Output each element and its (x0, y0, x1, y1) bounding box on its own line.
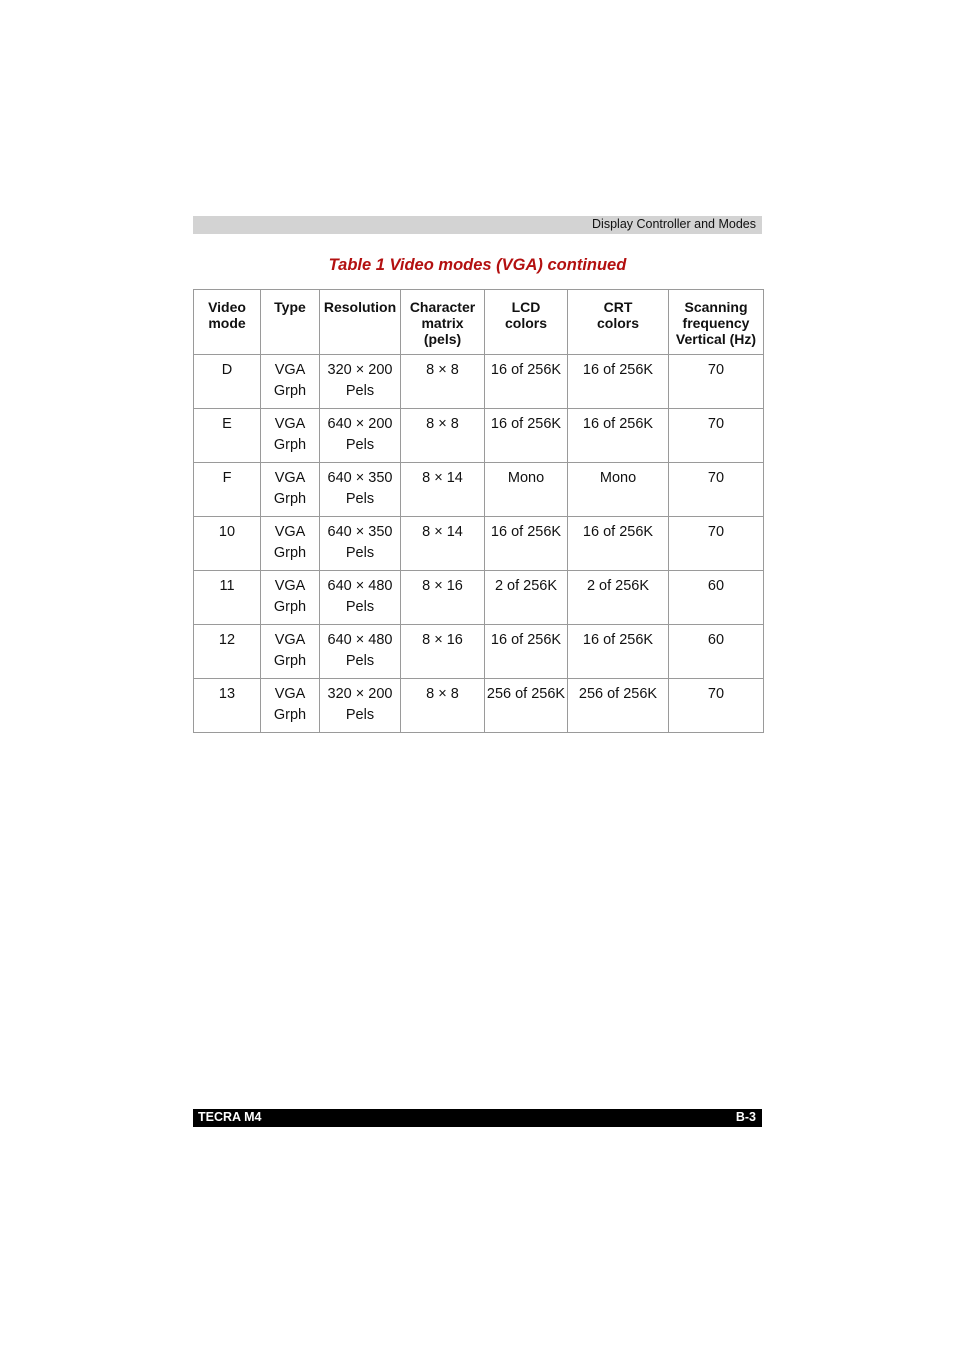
cell-crt-colors: 16 of 256K (568, 517, 669, 571)
cell-type: VGA Grph (261, 463, 320, 517)
table-row (194, 409, 764, 463)
cell-type: VGA Grph (261, 625, 320, 679)
cell-lcd-colors: 16 of 256K (485, 355, 568, 409)
column-header-lcd-colors: LCD colors (485, 290, 568, 355)
cell-type: VGA Grph (261, 517, 320, 571)
cell-lcd-colors: 256 of 256K (485, 679, 568, 733)
cell-character-matrix: 8 × 14 (401, 517, 485, 571)
table-header-row (194, 290, 764, 355)
cell-character-matrix: 8 × 8 (401, 355, 485, 409)
cell-resolution: 640 × 480 Pels (320, 571, 401, 625)
table-row (194, 355, 764, 409)
cell-lcd-colors: 16 of 256K (485, 517, 568, 571)
product-name: TECRA M4 (198, 1110, 262, 1124)
cell-scanning-frequency: 60 (669, 571, 764, 625)
cell-resolution: 320 × 200 Pels (320, 355, 401, 409)
table-row (194, 571, 764, 625)
cell-resolution: 640 × 350 Pels (320, 463, 401, 517)
cell-scanning-frequency: 70 (669, 679, 764, 733)
cell-crt-colors: 2 of 256K (568, 571, 669, 625)
cell-character-matrix: 8 × 16 (401, 571, 485, 625)
cell-scanning-frequency: 70 (669, 463, 764, 517)
cell-lcd-colors: Mono (485, 463, 568, 517)
cell-resolution: 640 × 200 Pels (320, 409, 401, 463)
running-header (193, 216, 762, 234)
cell-type: VGA Grph (261, 571, 320, 625)
cell-lcd-colors: 16 of 256K (485, 409, 568, 463)
cell-video-mode: 10 (194, 517, 261, 571)
cell-resolution: 640 × 480 Pels (320, 625, 401, 679)
cell-character-matrix: 8 × 14 (401, 463, 485, 517)
column-header-type: Type (261, 290, 320, 355)
table-row (194, 463, 764, 517)
cell-video-mode: 12 (194, 625, 261, 679)
cell-scanning-frequency: 70 (669, 355, 764, 409)
cell-video-mode: D (194, 355, 261, 409)
column-header-crt-colors: CRT colors (568, 290, 669, 355)
cell-scanning-frequency: 60 (669, 625, 764, 679)
section-title: Display Controller and Modes (592, 217, 756, 231)
cell-video-mode: F (194, 463, 261, 517)
cell-video-mode: E (194, 409, 261, 463)
cell-character-matrix: 8 × 8 (401, 409, 485, 463)
cell-crt-colors: 16 of 256K (568, 625, 669, 679)
column-header-resolution: Resolution (320, 290, 401, 355)
cell-resolution: 320 × 200 Pels (320, 679, 401, 733)
cell-type: VGA Grph (261, 409, 320, 463)
cell-video-mode: 13 (194, 679, 261, 733)
page-number: B-3 (735, 1110, 756, 1124)
column-header-scanning-frequency: Scanning frequency Vertical (Hz) (669, 290, 764, 355)
running-footer (193, 1109, 762, 1127)
video-modes-table (193, 289, 764, 733)
cell-crt-colors: 256 of 256K (568, 679, 669, 733)
cell-lcd-colors: 2 of 256K (485, 571, 568, 625)
cell-type: VGA Grph (261, 355, 320, 409)
cell-crt-colors: Mono (568, 463, 669, 517)
cell-character-matrix: 8 × 8 (401, 679, 485, 733)
table-row (194, 679, 764, 733)
table-row (194, 517, 764, 571)
cell-crt-colors: 16 of 256K (568, 355, 669, 409)
cell-character-matrix: 8 × 16 (401, 625, 485, 679)
cell-crt-colors: 16 of 256K (568, 409, 669, 463)
cell-resolution: 640 × 350 Pels (320, 517, 401, 571)
column-header-character-matrix: Character matrix (pels) (401, 290, 485, 355)
table-row (194, 625, 764, 679)
cell-scanning-frequency: 70 (669, 517, 764, 571)
column-header-video-mode: Video mode (194, 290, 261, 355)
table-caption: Table 1 Video modes (VGA) continued (328, 256, 627, 274)
cell-video-mode: 11 (194, 571, 261, 625)
cell-lcd-colors: 16 of 256K (485, 625, 568, 679)
cell-type: VGA Grph (261, 679, 320, 733)
cell-scanning-frequency: 70 (669, 409, 764, 463)
